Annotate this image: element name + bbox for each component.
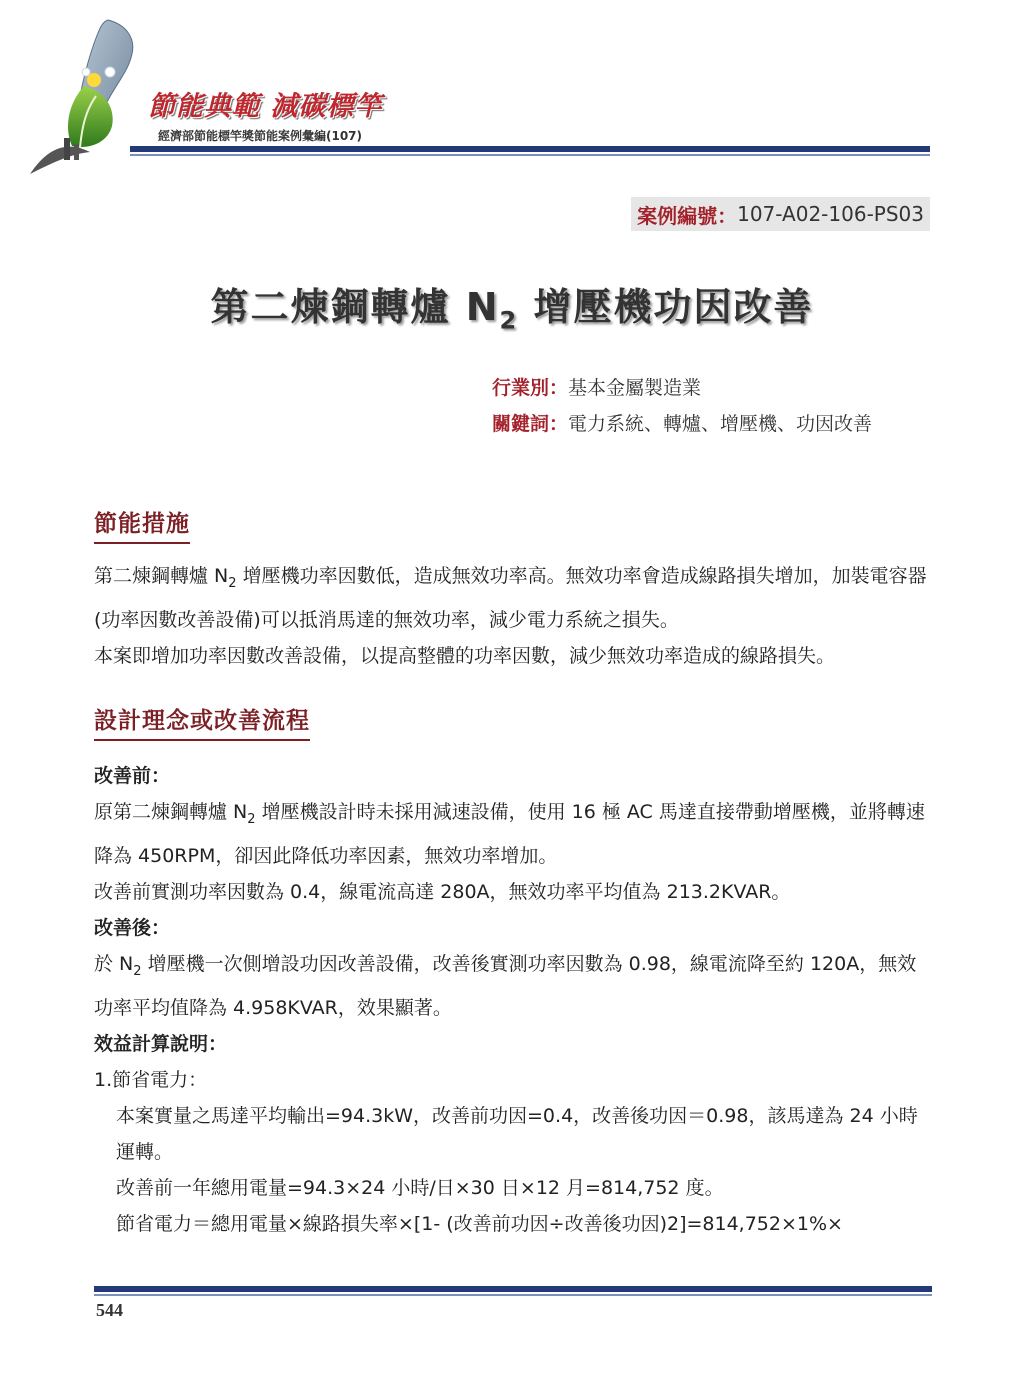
keywords-row [492,406,932,442]
measures-paragraph-2: 本案即增加功率因數改善設備，以提高整體的功率因數，減少無效功率造成的線路損失。 [94,644,836,667]
measures-paragraph-1 [94,558,934,638]
calc-item-1-paragraph-3: 節省電力＝總用電量×線路損失率×[1- (改善前功因÷改善後功因)2]=814,752×1%× [116,1212,843,1235]
measures-body [94,558,934,674]
calc-item-1: 1.節省電力： [94,1068,208,1091]
case-number-box [631,197,930,231]
after-paragraph-1 [94,946,934,1026]
before-p1-text-a: 原第二煉鋼轉爐 N [94,801,248,823]
page-number: 544 [96,1300,123,1320]
design-body [94,758,934,1242]
brand-title: 節能典範 減碳標竿 [148,91,383,122]
calc-item-1-paragraph-2: 改善前一年總用電量=94.3×24 小時/日×30 日×12 月=814,752 度。 [116,1176,724,1199]
header-divider-thin [130,154,930,156]
before-paragraph-1 [94,794,934,874]
title-subscript: 2 [499,306,519,335]
before-heading: 改善前： [94,765,171,787]
meta-info [492,370,932,442]
measures-p1-subscript: 2 [228,575,237,591]
keywords-value: 電力系統、轉爐、增壓機、功因改善 [568,413,873,435]
taiwan-leaf-logo-icon [20,14,160,184]
measures-p1-text-a: 第二煉鋼轉爐 N [94,565,229,587]
industry-label: 行業別： [492,377,569,399]
after-p1-subscript: 2 [133,963,142,979]
after-p1-text-b: 增壓機一次側增設功因改善設備，改善後實測功率因數為 0.98，線電流降至約 120A，無效功率平均值降為 4.958KVAR，效果顯著。 [94,952,917,1019]
footer-divider-thin [94,1294,932,1296]
before-paragraph-2: 改善前實測功率因數為 0.4，線電流高達 280A，無效功率平均值為 213.2KVAR。 [94,880,791,903]
section-heading-design: 設計理念或改善流程 [94,702,310,741]
brand-subtitle: 經濟部節能標竿獎節能案例彙編(107) [158,129,363,143]
keywords-label: 關鍵詞： [492,413,569,435]
case-number-value: 107-A02-106-PS03 [737,202,924,226]
header-divider [130,146,930,152]
before-p1-subscript: 2 [247,811,256,827]
after-p1-text-a: 於 N [94,952,134,975]
industry-row [492,370,932,406]
case-number-label: 案例編號： [637,203,738,228]
title-part-1: 第二煉鋼轉爐 N [210,285,500,329]
industry-value: 基本金屬製造業 [568,377,702,399]
calc-heading: 效益計算說明： [94,1032,228,1055]
calc-item-1-paragraph-1: 本案實量之馬達平均輸出=94.3kW，改善前功因=0.4，改善後功因＝0.98，該馬達為 24 小時運轉。 [116,1104,918,1163]
title-part-2: 增壓機功因改善 [518,285,814,329]
page-header [0,0,1024,190]
after-heading: 改善後： [94,916,171,939]
page-title [0,276,1024,335]
before-p1-text-b: 增壓機設計時未採用減速設備，使用 16 極 AC 馬達直接帶動增壓機，並將轉速降為 450RPM，卻因此降低功率因素，無效功率增加。 [94,801,925,867]
footer-divider [94,1286,932,1292]
measures-p1-text-b: 增壓機功率因數低，造成無效功率高。無效功率會造成線路損失增加，加裝電容器(功率因數改善設備)可以抵消馬達的無效功率，減少電力系統之損失。 [94,565,927,631]
section-heading-measures: 節能措施 [94,505,190,544]
